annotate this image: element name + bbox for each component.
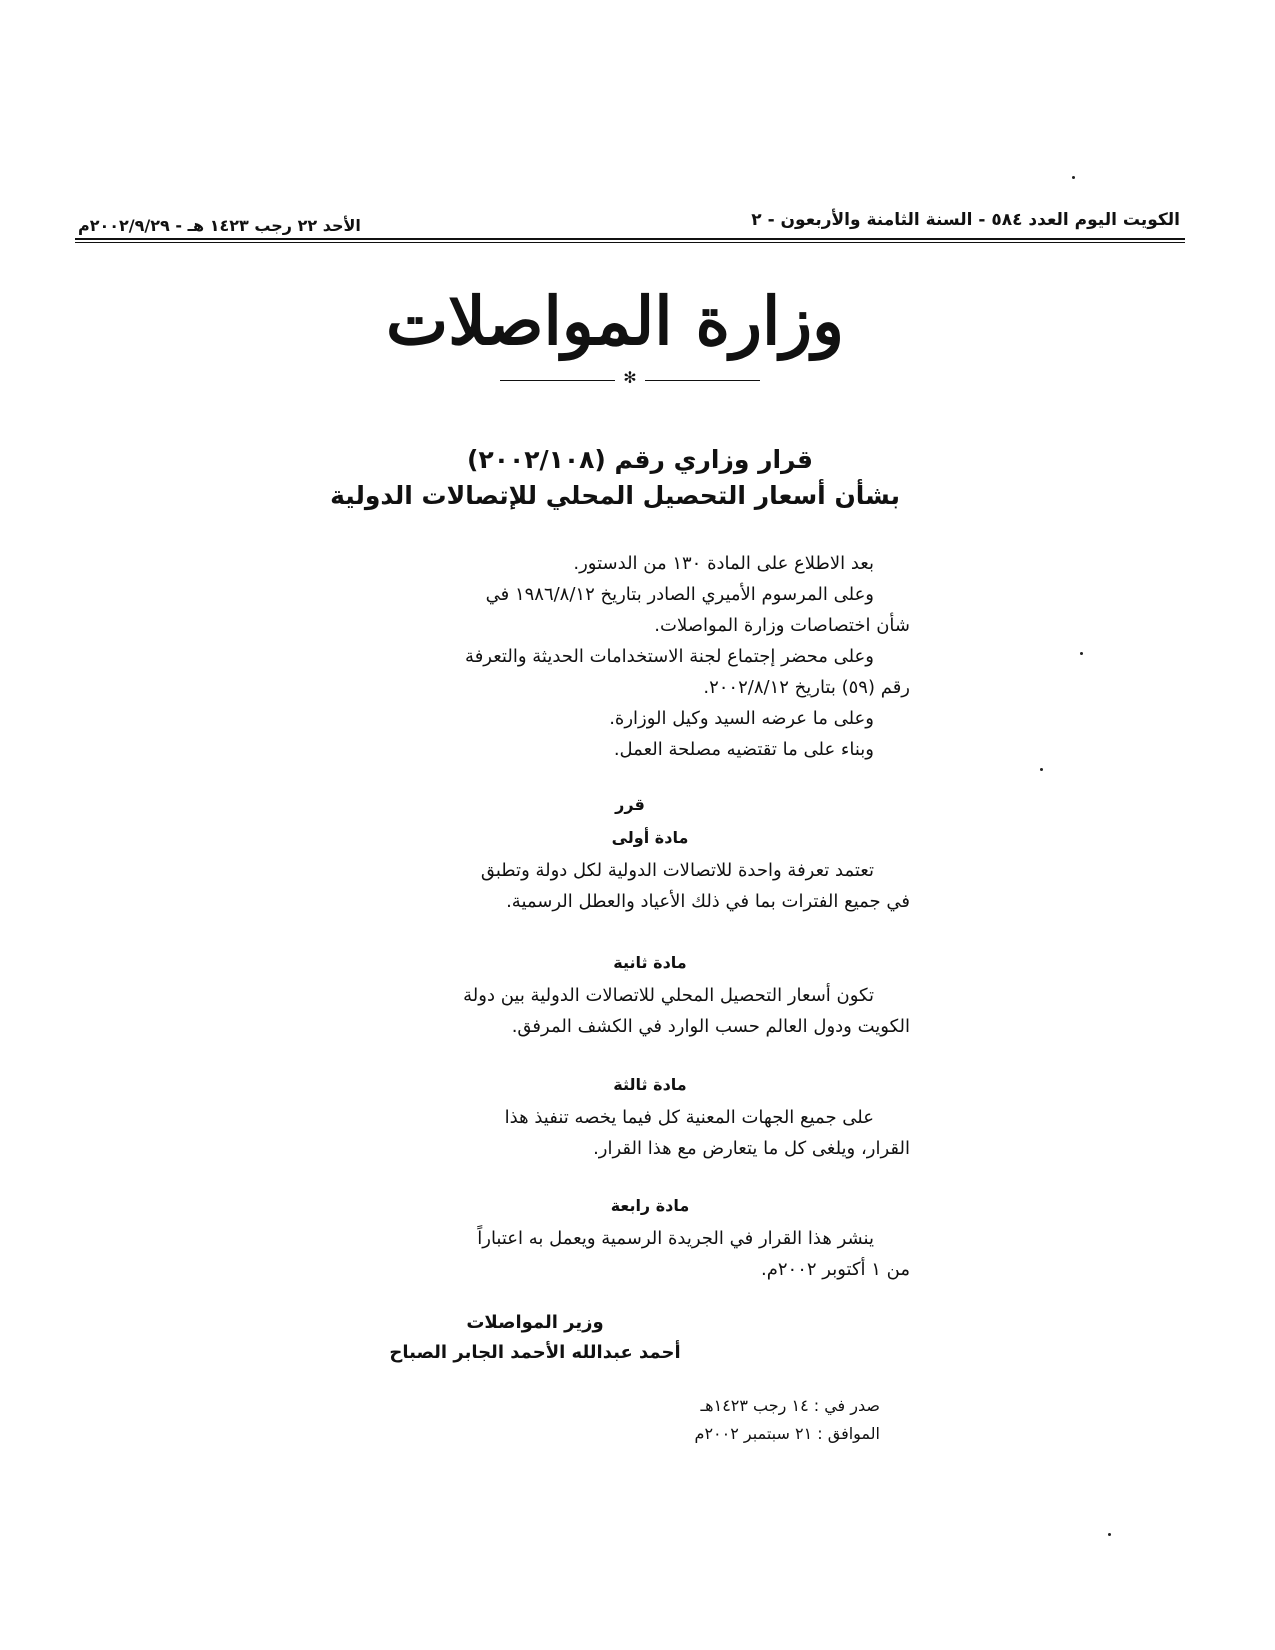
article-line: تكون أسعار التحصيل المحلي للاتصالات الدولية بين دولة	[463, 985, 874, 1006]
ministry-name: وزارة المواصلات	[385, 282, 845, 360]
article-line: في جميع الفترات بما في ذلك الأعياد والعطل الرسمية.	[506, 891, 910, 912]
article-line: الكويت ودول العالم حسب الوارد في الكشف المرفق.	[511, 1016, 910, 1037]
issued-gregorian-date: الموافق : ٢١ سبتمبر ٢٠٠٢م	[694, 1424, 880, 1443]
issue-dates	[620, 1392, 880, 1448]
scan-speck	[1080, 652, 1083, 655]
article-title: مادة أولى	[611, 828, 689, 847]
article-line: ينشر هذا القرار في الجريدة الرسمية ويعمل به اعتباراً	[477, 1228, 874, 1249]
article-line: تعتمد تعرفة واحدة للاتصالات الدولية لكل دولة وتطبق	[480, 860, 874, 881]
signatory-title: وزير المواصلات	[466, 1312, 604, 1333]
gazette-date-info: الأحد ٢٢ رجب ١٤٢٣ هـ - ٢٠٠٢/٩/٢٩م	[78, 216, 361, 235]
decree-number: قرار وزاري رقم (٢٠٠٢/١٠٨)	[467, 445, 813, 474]
preamble-line: وعلى ما عرضه السيد وكيل الوزارة.	[609, 708, 874, 729]
article-line: من ١ أكتوبر ٢٠٠٢م.	[761, 1259, 910, 1280]
article-second	[370, 947, 910, 1042]
article-title: مادة ثانية	[613, 953, 687, 972]
title-ornament	[500, 368, 760, 388]
signatory-name: أحمد عبدالله الأحمد الجابر الصباح	[389, 1342, 681, 1363]
preamble-line: بعد الاطلاع على المادة ١٣٠ من الدستور.	[573, 553, 874, 574]
article-title: مادة رابعة	[610, 1196, 690, 1215]
preamble-line: رقم (٥٩) بتاريخ ٢٠٠٢/٨/١٢.	[703, 677, 910, 698]
decided-label: قرر	[615, 795, 645, 814]
decree-heading	[330, 442, 900, 514]
preamble-line: شأن اختصاصات وزارة المواصلات.	[654, 615, 910, 636]
article-line: على جميع الجهات المعنية كل فيما يخصه تنفيذ هذا	[504, 1107, 874, 1128]
decree-subject: بشأن أسعار التحصيل المحلي للإتصالات الدولية	[330, 481, 900, 510]
issued-hijri-date: صدر في : ١٤ رجب ١٤٢٣هـ	[700, 1396, 880, 1415]
preamble	[370, 548, 910, 765]
article-title: مادة ثالثة	[613, 1075, 687, 1094]
preamble-line: وعلى محضر إجتماع لجنة الاستخدامات الحديثة والتعرفة	[465, 646, 874, 667]
scan-speck	[1040, 768, 1043, 771]
signature-block	[370, 1308, 700, 1368]
article-first	[370, 822, 910, 917]
header-divider	[75, 238, 1185, 243]
scan-speck	[1072, 176, 1075, 179]
article-fourth	[370, 1190, 910, 1285]
gazette-issue-info: الكويت اليوم العدد ٥٨٤ - السنة الثامنة والأربعون - ٢	[751, 210, 1180, 230]
article-third	[370, 1069, 910, 1164]
preamble-line: وبناء على ما تقتضيه مصلحة العمل.	[613, 739, 874, 760]
ornament-star-icon: ✻	[623, 368, 637, 387]
preamble-line: وعلى المرسوم الأميري الصادر بتاريخ ١٩٨٦/٨/١٢ في	[485, 584, 874, 605]
article-line: القرار، ويلغى كل ما يتعارض مع هذا القرار.	[593, 1138, 910, 1159]
scan-speck	[1108, 1533, 1111, 1536]
